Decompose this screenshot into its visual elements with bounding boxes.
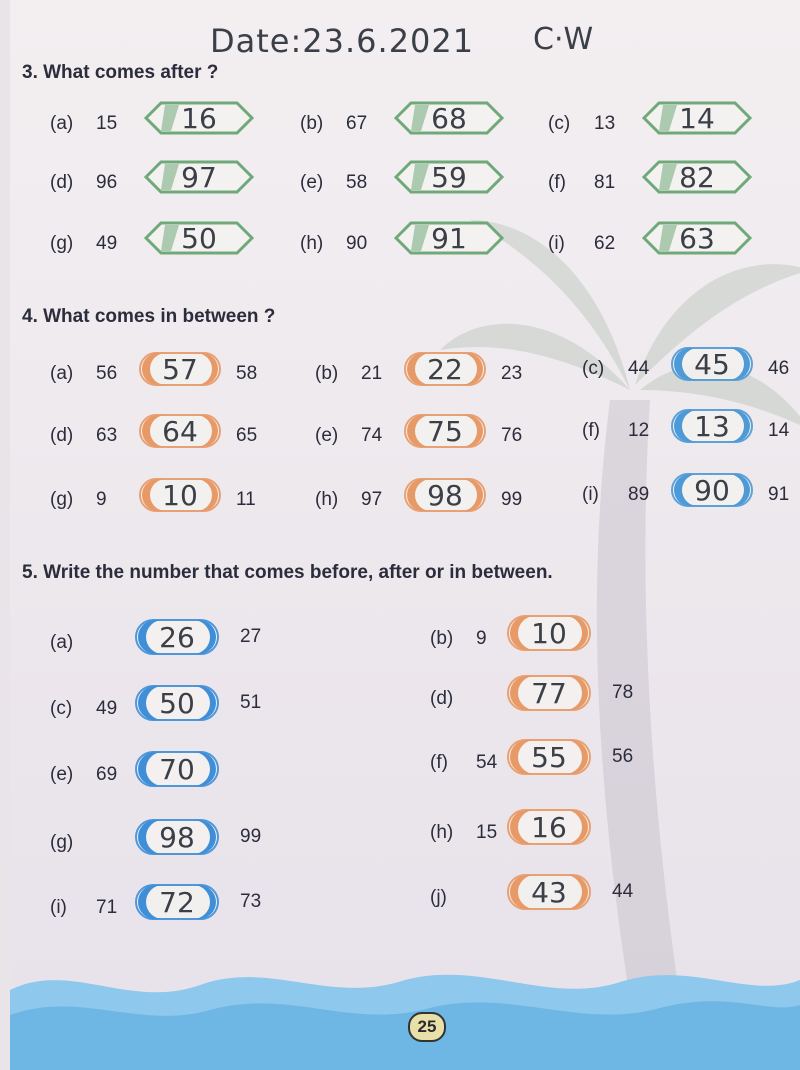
handwritten-answer: 50 [181, 221, 217, 255]
item-label: (d) [50, 425, 74, 446]
handwritten-answer: 68 [431, 101, 467, 135]
q3-title: 3. What comes after ? [22, 62, 219, 83]
q3-item [50, 233, 117, 255]
given-number: 81 [594, 172, 616, 193]
answer-box[interactable] [670, 472, 754, 508]
before-number: 63 [96, 425, 118, 446]
item-label: (b) [315, 363, 339, 384]
q4-item [50, 489, 107, 511]
q5-item [50, 632, 96, 654]
answer-box[interactable] [506, 614, 592, 652]
item-label: (g) [50, 489, 74, 510]
q4-item [315, 363, 382, 385]
q3-item [300, 172, 367, 194]
q4-item [582, 420, 649, 442]
item-label: (j) [430, 887, 447, 908]
after-number: 73 [240, 891, 262, 912]
answer-box[interactable] [134, 883, 220, 921]
given-number: 58 [346, 172, 368, 193]
answer-box[interactable] [642, 101, 752, 135]
before-number: 97 [361, 489, 383, 510]
item-label: (a) [50, 113, 74, 134]
handwritten-answer: 16 [181, 101, 217, 135]
item-label: (i) [50, 897, 67, 918]
q4-item [315, 489, 382, 511]
answer-box[interactable] [138, 351, 222, 387]
wave-decoration [10, 960, 800, 1070]
q5-item [50, 832, 96, 854]
answer-box[interactable] [506, 738, 592, 776]
after-number: 14 [768, 420, 790, 441]
after-number: 99 [501, 489, 523, 510]
handwritten-answer: 63 [679, 221, 715, 255]
item-label: (d) [430, 688, 454, 709]
q3-item [50, 172, 117, 194]
q5-title: 5. Write the number that comes before, after or in between. [22, 562, 553, 583]
item-label: (c) [548, 113, 571, 134]
q3-item [548, 172, 615, 194]
handwritten-cw: C·W [533, 22, 594, 57]
after-number: 23 [501, 363, 523, 384]
before-number: 69 [96, 764, 118, 785]
item-label: (i) [548, 233, 565, 254]
handwritten-answer: 26 [159, 620, 195, 654]
handwritten-answer: 77 [531, 676, 567, 710]
handwritten-answer: 10 [531, 616, 567, 650]
item-label: (d) [50, 172, 74, 193]
after-number: 91 [768, 484, 790, 505]
handwritten-answer: 82 [679, 160, 715, 194]
answer-box[interactable] [134, 684, 220, 722]
given-number: 49 [96, 233, 118, 254]
answer-box[interactable] [138, 413, 222, 449]
handwritten-answer: 50 [159, 686, 195, 720]
answer-box[interactable] [403, 413, 487, 449]
item-label: (b) [300, 113, 324, 134]
handwritten-answer: 97 [181, 160, 217, 194]
q4-item [582, 358, 649, 380]
item-label: (f) [548, 172, 566, 193]
answer-box[interactable] [134, 618, 220, 656]
handwritten-answer: 98 [427, 478, 463, 512]
answer-box[interactable] [144, 160, 254, 194]
item-label: (e) [50, 764, 74, 785]
handwritten-answer: 14 [679, 101, 715, 135]
item-label: (b) [430, 628, 454, 649]
after-number: 76 [501, 425, 523, 446]
before-number: 56 [96, 363, 118, 384]
handwritten-answer: 70 [159, 752, 195, 786]
q4-item [50, 425, 117, 447]
answer-box[interactable] [403, 477, 487, 513]
handwritten-date: Date:23.6.2021 [210, 22, 475, 60]
answer-box[interactable] [394, 160, 504, 194]
q3-item [50, 113, 117, 135]
answer-box[interactable] [403, 351, 487, 387]
before-number: 12 [628, 420, 650, 441]
answer-box[interactable] [144, 101, 254, 135]
handwritten-answer: 90 [694, 473, 730, 507]
given-number: 90 [346, 233, 368, 254]
handwritten-answer: 22 [427, 352, 463, 386]
after-number: 44 [612, 881, 634, 902]
given-number: 15 [96, 113, 118, 134]
after-number: 46 [768, 358, 790, 379]
q4-title: 4. What comes in between ? [22, 306, 276, 327]
after-number: 11 [236, 489, 256, 510]
handwritten-answer: 91 [431, 221, 467, 255]
before-number: 74 [361, 425, 383, 446]
answer-box[interactable] [670, 346, 754, 382]
q5-item [430, 822, 497, 844]
answer-box[interactable] [394, 101, 504, 135]
handwritten-answer: 43 [531, 875, 567, 909]
before-number: 15 [476, 822, 498, 843]
handwritten-answer: 75 [427, 414, 463, 448]
q3-item [300, 113, 367, 135]
given-number: 13 [594, 113, 616, 134]
given-number: 67 [346, 113, 368, 134]
q5-item [50, 764, 117, 786]
after-number: 78 [612, 682, 634, 703]
answer-box[interactable] [134, 750, 220, 788]
handwritten-answer: 10 [162, 478, 198, 512]
item-label: (h) [430, 822, 454, 843]
item-label: (e) [315, 425, 339, 446]
answer-box[interactable] [394, 221, 504, 255]
q3-item [548, 113, 615, 135]
item-label: (g) [50, 832, 74, 853]
handwritten-answer: 59 [431, 160, 467, 194]
given-number: 62 [594, 233, 616, 254]
page-number: 25 [408, 1012, 446, 1042]
answer-box[interactable] [506, 674, 592, 712]
given-number: 96 [96, 172, 118, 193]
item-label: (e) [300, 172, 324, 193]
q5-item [430, 887, 476, 909]
after-number: 56 [612, 746, 634, 767]
q5-item [430, 688, 476, 710]
answer-box[interactable] [506, 808, 592, 846]
after-number: 99 [240, 826, 262, 847]
q5-item [430, 752, 497, 774]
before-number: 89 [628, 484, 650, 505]
after-number: 65 [236, 425, 258, 446]
after-number: 51 [240, 692, 262, 713]
before-number: 9 [96, 489, 107, 510]
q4-item [315, 425, 382, 447]
answer-box[interactable] [134, 818, 220, 856]
before-number: 44 [628, 358, 650, 379]
after-number: 58 [236, 363, 258, 384]
worksheet-page [10, 0, 800, 1070]
before-number: 71 [96, 897, 118, 918]
before-number: 54 [476, 752, 498, 773]
answer-box[interactable] [138, 477, 222, 513]
before-number: 9 [476, 628, 487, 649]
item-label: (c) [582, 358, 605, 379]
item-label: (f) [430, 752, 448, 773]
handwritten-answer: 98 [159, 820, 195, 854]
q4-item [582, 484, 649, 506]
answer-box[interactable] [506, 873, 592, 911]
q4-item [50, 363, 117, 385]
answer-box[interactable] [670, 408, 754, 444]
after-number: 27 [240, 626, 262, 647]
item-label: (h) [315, 489, 339, 510]
q5-item [50, 698, 117, 720]
item-label: (c) [50, 698, 73, 719]
q5-item [430, 628, 487, 650]
handwritten-answer: 57 [162, 352, 198, 386]
handwritten-answer: 55 [531, 740, 567, 774]
item-label: (a) [50, 363, 74, 384]
item-label: (g) [50, 233, 74, 254]
q5-item [50, 897, 117, 919]
answer-box[interactable] [642, 221, 752, 255]
item-label: (h) [300, 233, 324, 254]
item-label: (a) [50, 632, 74, 653]
handwritten-answer: 64 [162, 414, 198, 448]
handwritten-answer: 13 [694, 409, 730, 443]
q3-item [548, 233, 615, 255]
answer-box[interactable] [144, 221, 254, 255]
item-label: (i) [582, 484, 599, 505]
before-number: 21 [361, 363, 383, 384]
q3-item [300, 233, 367, 255]
item-label: (f) [582, 420, 600, 441]
before-number: 49 [96, 698, 118, 719]
handwritten-answer: 72 [159, 885, 195, 919]
handwritten-answer: 45 [694, 347, 730, 381]
answer-box[interactable] [642, 160, 752, 194]
handwritten-answer: 16 [531, 810, 567, 844]
